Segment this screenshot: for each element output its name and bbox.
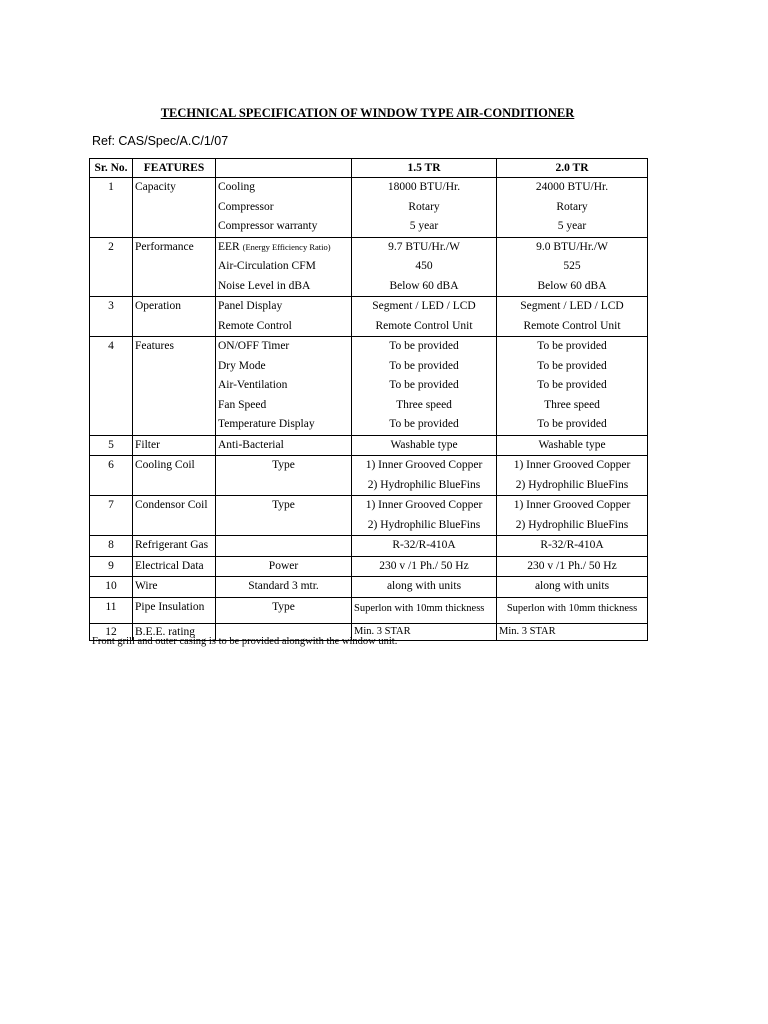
table-row [90,456,648,496]
value: 1) Inner Grooved Copper [365,459,483,471]
sub-features [216,178,352,238]
value: Rotary [408,200,440,213]
value: Remote Control Unit [523,319,621,332]
value: 525 [563,260,581,272]
document-title: TECHNICAL SPECIFICATION OF WINDOW TYPE AIR-CONDITIONER [160,106,575,120]
sub-feature [216,536,352,557]
sr-no: 1 [90,178,133,238]
sr-no: 3 [90,297,133,337]
sub-feature: Dry Mode [218,359,266,372]
value: 2) Hydrophilic BlueFins [367,518,481,531]
footnote: Front grill and outer casing is to be provided alongwith the window unit. [92,636,398,647]
table-row [90,337,648,436]
value-2-0-tr: 230 v /1 Ph./ 50 Hz [497,556,648,577]
value: Three speed [396,398,452,411]
sub-feature: ON/OFF Timer [218,340,290,352]
reference-number: Ref: CAS/Spec/A.C/1/07 [92,134,229,148]
header-features: FEATURES [133,159,216,178]
sr-no: 9 [90,556,133,577]
table-row [90,237,648,297]
value: 1) Inner Grooved Copper [513,459,631,471]
feature-name: Performance [133,237,216,297]
sr-no: 7 [90,496,133,536]
sr-no: 12 [90,623,133,640]
feature-name: Features [133,337,216,436]
sub-feature: Fan Speed [218,398,267,411]
value-2-0-tr: Min. 3 STAR [497,623,648,640]
value-2-0-tr [497,456,648,496]
value-1-5-tr: Min. 3 STAR [352,623,497,640]
value: 2) Hydrophilic BlueFins [515,518,629,531]
value: 24000 BTU/Hr. [535,181,609,193]
value: 2) Hydrophilic BlueFins [367,478,481,491]
value: Rotary [556,200,588,213]
sr-no: 10 [90,577,133,598]
value-2-0-tr: Washable type [497,435,648,456]
feature-name: Electrical Data [133,556,216,577]
sub-feature: Air-Circulation CFM [218,260,316,272]
sub-features [216,297,352,337]
value-2-0-tr [497,297,648,337]
value: To be provided [389,340,459,352]
eer-label: EER [218,240,240,253]
value: 18000 BTU/Hr. [387,181,461,193]
sub-features [216,337,352,436]
table-row [90,577,648,598]
sub-features [216,237,352,297]
sr-no: 6 [90,456,133,496]
sub-feature: Noise Level in dBA [218,279,311,292]
table-header-row [90,159,648,178]
value: To be provided [537,359,607,372]
feature-name: Capacity [133,178,216,238]
value-1-5-tr: Washable type [352,435,497,456]
value: Segment / LED / LCD [520,300,624,312]
table-row [90,536,648,557]
value-1-5-tr [352,456,497,496]
header-sr-no: Sr. No. [90,159,133,178]
value: Below 60 dBA [389,279,459,292]
feature-name: Refrigerant Gas [133,536,216,557]
value: Three speed [544,398,600,411]
value: To be provided [537,379,607,391]
feature-name: Condensor Coil [133,496,216,536]
value-1-5-tr: R-32/R-410A [352,536,497,557]
sub-feature: Panel Display [218,300,283,312]
sub-feature: Compressor warranty [218,220,318,232]
sr-no: 4 [90,337,133,436]
table-row [90,435,648,456]
value: 5 year [409,220,439,232]
header-2-0-tr: 2.0 TR [497,159,648,178]
value: 2) Hydrophilic BlueFins [515,478,629,491]
table-row [90,496,648,536]
sub-feature: Type [216,597,352,623]
value-1-5-tr: 230 v /1 Ph./ 50 Hz [352,556,497,577]
table-row [90,597,648,623]
value-1-5-tr [352,337,497,436]
value: 1) Inner Grooved Copper [365,499,483,511]
value: 9.0 BTU/Hr./W [536,240,608,253]
sub-feature-eer [218,238,349,258]
value-2-0-tr [497,496,648,536]
value: 1) Inner Grooved Copper [513,499,631,511]
sub-feature: Compressor [218,200,274,213]
sub-feature: Air-Ventilation [218,379,288,391]
header-1-5-tr: 1.5 TR [352,159,497,178]
value-2-0-tr: Superlon with 10mm thickness [497,597,648,623]
value: 9.7 BTU/Hr./W [388,240,460,253]
sub-feature: Cooling [218,181,256,193]
specification-table [89,158,648,641]
sub-feature: Anti-Bacterial [216,435,352,456]
sub-feature: Type [216,456,352,496]
sub-feature: Temperature Display [218,418,315,430]
header-sub-feature [216,159,352,178]
table-row [90,297,648,337]
sub-feature: Remote Control [218,319,292,332]
sr-no: 5 [90,435,133,456]
table-row [90,178,648,238]
value-2-0-tr [497,337,648,436]
value: 5 year [557,220,587,232]
feature-name: Filter [133,435,216,456]
value-2-0-tr [497,237,648,297]
value: To be provided [389,418,459,430]
sub-feature: Standard 3 mtr. [216,577,352,598]
value: Segment / LED / LCD [372,300,476,312]
sub-feature: Type [216,496,352,536]
feature-name: Wire [133,577,216,598]
value: 450 [415,260,433,272]
table-row [90,556,648,577]
value-1-5-tr [352,496,497,536]
feature-name: Cooling Coil [133,456,216,496]
value-2-0-tr: R-32/R-410A [497,536,648,557]
value-1-5-tr [352,297,497,337]
sr-no: 2 [90,237,133,297]
eer-note: (Energy Efficiency Ratio) [242,241,331,252]
value: To be provided [389,359,459,372]
value-1-5-tr [352,237,497,297]
value-2-0-tr [497,178,648,238]
value: To be provided [389,379,459,391]
sub-feature: Power [216,556,352,577]
sr-no: 8 [90,536,133,557]
value-1-5-tr: along with units [352,577,497,598]
feature-name: Pipe Insulation [133,597,216,623]
value-1-5-tr [352,178,497,238]
value-1-5-tr: Superlon with 10mm thickness [352,597,497,623]
value-2-0-tr: along with units [497,577,648,598]
feature-name: B.E.E. rating [133,623,216,640]
sr-no: 11 [90,597,133,623]
feature-name: Operation [133,297,216,337]
value: Below 60 dBA [537,279,607,292]
value: To be provided [537,418,607,430]
value: To be provided [537,340,607,352]
value: Remote Control Unit [375,319,473,332]
